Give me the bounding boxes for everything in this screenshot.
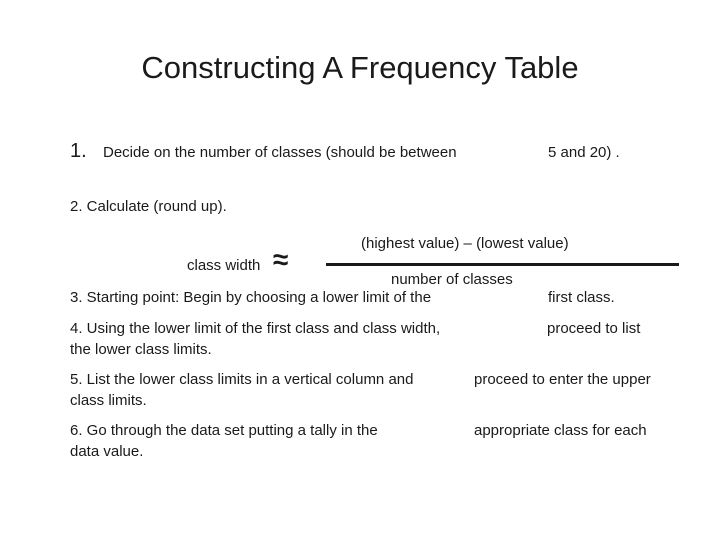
step-4-line-1-right: proceed to list bbox=[547, 320, 641, 337]
step-2-text: 2. Calculate (round up). bbox=[70, 198, 227, 215]
formula-numerator: (highest value) – (lowest value) bbox=[361, 235, 569, 252]
step-1-text: Decide on the number of classes (should be between bbox=[103, 144, 457, 161]
step-5-line-1-right: proceed to enter the upper bbox=[474, 371, 651, 388]
slide-title: Constructing A Frequency Table bbox=[141, 50, 579, 85]
formula-denominator: number of classes bbox=[391, 271, 513, 288]
step-1-number: 1. bbox=[70, 140, 87, 162]
step-3-text: 3. Starting point: Begin by choosing a lower limit of the bbox=[70, 289, 432, 306]
step-5-line-2: class limits. bbox=[70, 392, 147, 409]
fraction-bar bbox=[326, 263, 679, 266]
step-5-line-1: 5. List the lower class limits in a vertical column and bbox=[70, 371, 414, 388]
step-4-line-1: 4. Using the lower limit of the first class and class width, bbox=[70, 320, 441, 337]
step-6-line-1-right: appropriate class for each bbox=[474, 422, 647, 439]
step-3-text-right: first class. bbox=[548, 289, 615, 306]
approx-icon: ≈ bbox=[273, 244, 289, 275]
step-6-line-2: data value. bbox=[70, 443, 144, 460]
class-width-label: class width bbox=[187, 257, 261, 274]
step-6-line-1: 6. Go through the data set putting a tally in the bbox=[70, 422, 378, 439]
step-1-text-right: 5 and 20) . bbox=[548, 144, 620, 161]
step-4-line-2: the lower class limits. bbox=[70, 341, 212, 358]
